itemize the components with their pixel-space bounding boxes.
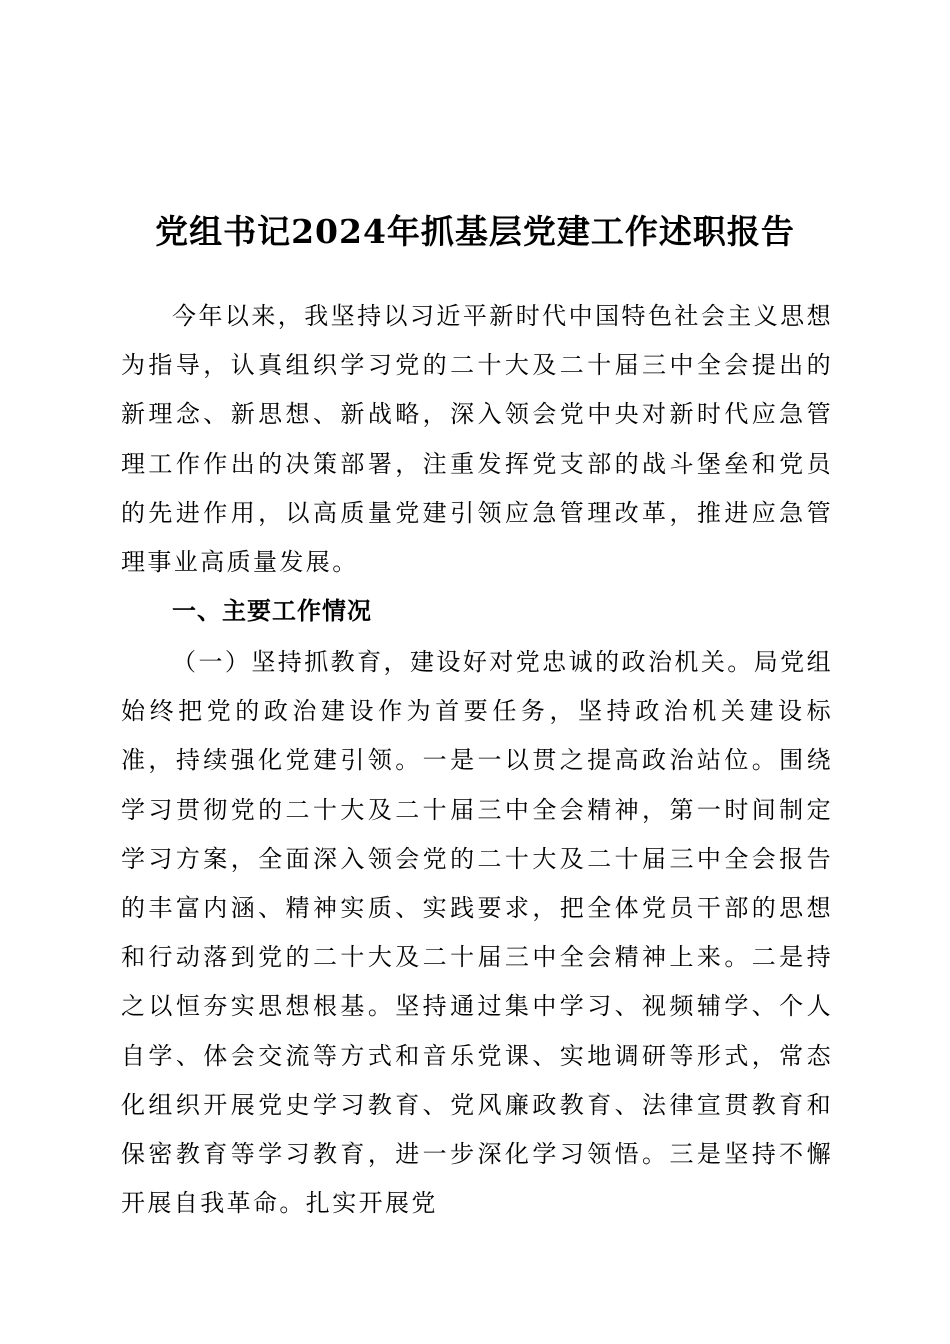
section-heading: 一、主要工作情况 — [172, 597, 372, 625]
intro-paragraph: 今年以来，我坚持以习近平新时代中国特色社会主义思想为指导，认真组织学习党的二十大及二十届三中全会提出的新理念、新思想、新战略，深入领会党中央对新时代应急管理工作作出的决策部署，注重发挥党支部的战斗堡垒和党员的先进作用，以高质量党建引领应急管理改革，推进应急管理事业高质量发展。 — [121, 302, 833, 577]
document-title: 党组书记2024年抓基层党建工作述职报告 — [155, 212, 795, 252]
section-paragraph: （一）坚持抓教育，建设好对党忠诚的政治机关。局党组始终把党的政治建设作为首要任务，坚持政治机关建设标准，持续强化党建引领。一是一以贯之提高政治站位。围绕学习贯彻党的二十大及二十届三中全会精神，第一时间制定学习方案，全面深入领会党的二十大及二十届三中全会报告的丰富内涵、精神实质、实践要求，把全体党员干部的思想和行动落到党的二十大及二十届三中全会精神上来。二是持之以恒夯实思想根基。坚持通过集中学习、视频辅学、个人自学、体会交流等方式和音乐党课、实地调研等形式，常态化组织开展党史学习教育、党风廉政教育、法律宣贯教育和保密教育等学习教育，进一步深化学习领悟。三是坚持不懈开展自我革命。扎实开展党 — [121, 648, 833, 1218]
